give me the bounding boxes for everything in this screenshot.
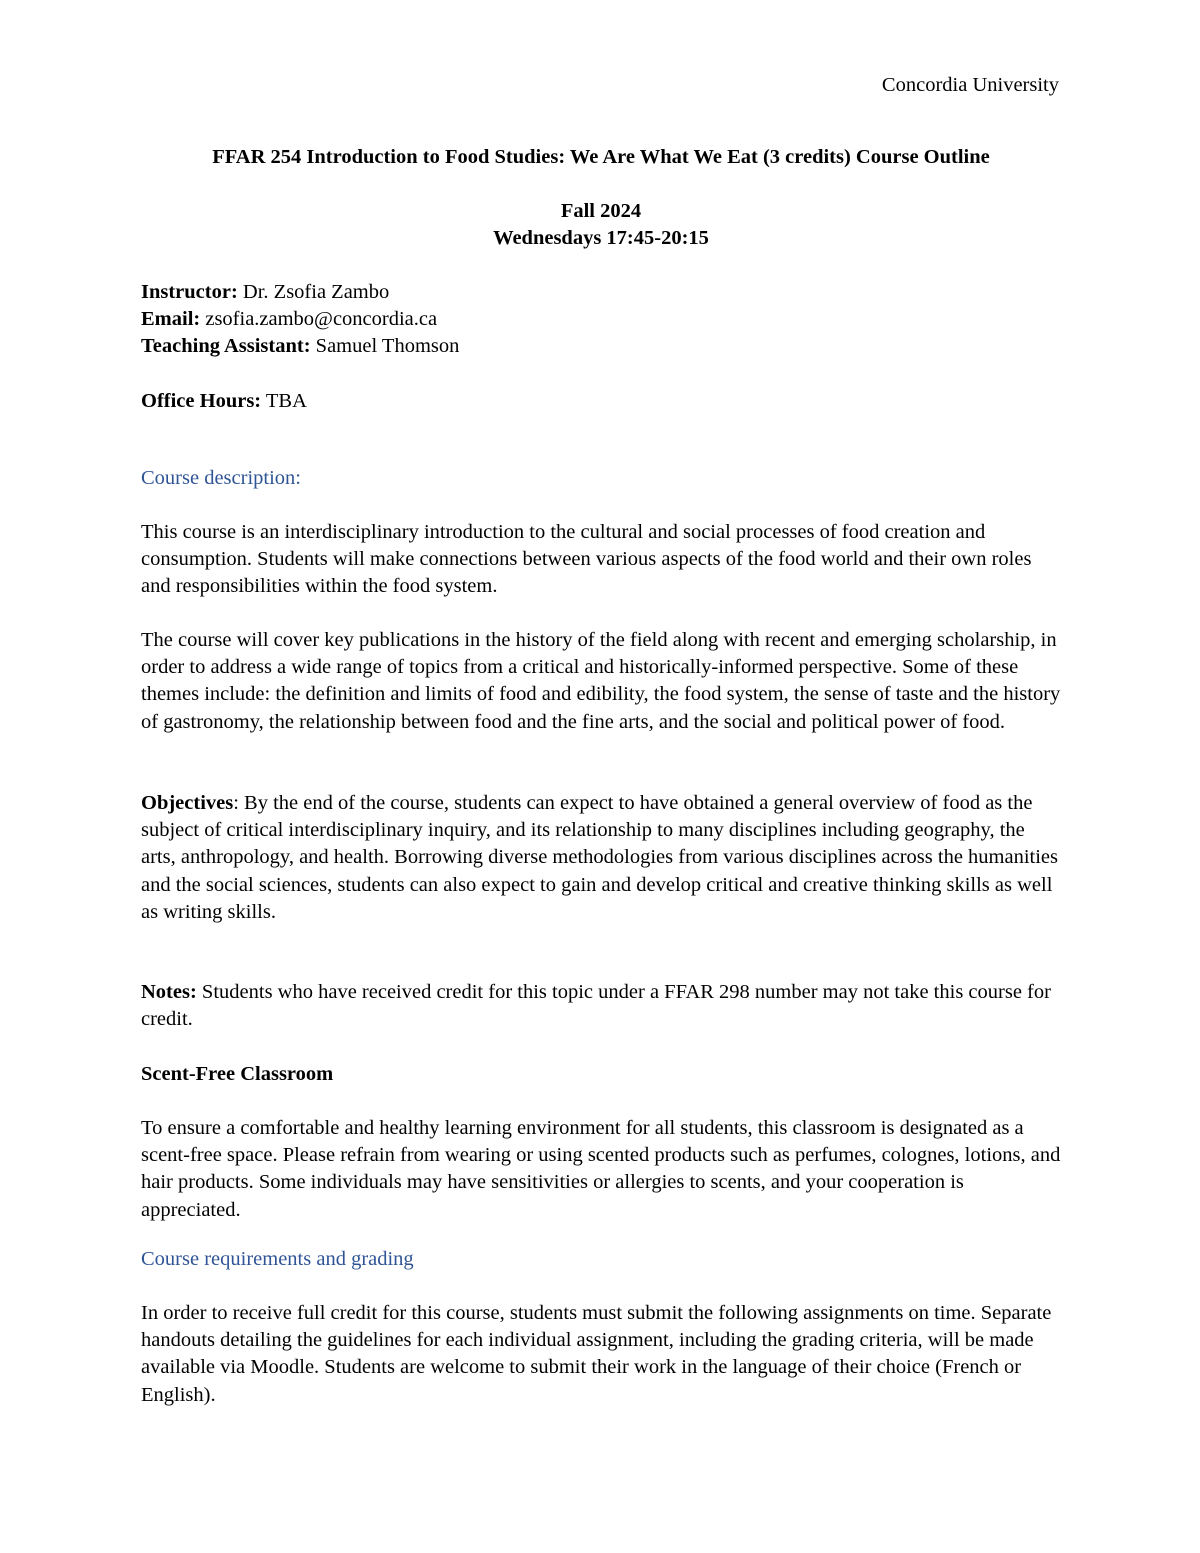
document-page (141, 0, 1061, 1553)
university-header: Concordia University (881, 74, 1059, 96)
office-hours-line (141, 388, 1061, 415)
instructor-line (141, 279, 1061, 306)
ta-label: Teaching Assistant: (141, 335, 311, 358)
objectives-paragraph (141, 790, 1061, 926)
office-hours-value: TBA (261, 390, 307, 412)
requirements-paragraph: In order to receive full credit for this course, students must submit the following assignments on time. Separate handouts detailing the guidelines for each individual assignment, including the grading criteria, will be made available via Moodle. Students are welcome to submit their work in the language of their choice (French or English). (141, 1302, 1052, 1406)
instructor-label: Instructor: (141, 281, 238, 303)
notes-label: Notes: (141, 981, 197, 1003)
scent-free-heading: Scent-Free Classroom (141, 1063, 334, 1085)
instructor-value: Dr. Zsofia Zambo (237, 281, 390, 303)
course-term: Fall 2024 (560, 200, 642, 222)
course-title: FFAR 254 Introduction to Food Studies: We Are What We Eat (3 credits) Course Outline (212, 146, 990, 168)
course-schedule: Wednesdays 17:45-20:15 (493, 227, 709, 250)
email-line (141, 306, 1061, 333)
notes-paragraph (141, 979, 1061, 1033)
office-hours-label: Office Hours: (141, 390, 262, 412)
description-paragraph-2: The course will cover key publications in the history of the field along with recent and emerging scholarship, in order to address a wide range of topics from a critical and historically-informed perspective. Some of these themes include: the definition and limits of food and edibility, the food system, the sense of taste and the history of gastronomy, the relationship between food and the fine arts, and the social and political power of food. (141, 629, 1061, 733)
objectives-label: Objectives (141, 792, 234, 814)
course-description-heading: Course description: (141, 467, 301, 489)
notes-text: Students who have received credit for this topic under a FFAR 298 number may not take this course for credit. (141, 981, 1051, 1031)
email-value: zsofia.zambo@concordia.ca (200, 308, 438, 331)
course-term-block (141, 198, 1061, 252)
ta-value: Samuel Thomson (310, 335, 460, 358)
requirements-heading: Course requirements and grading (141, 1248, 414, 1270)
contact-block (141, 279, 1061, 361)
objectives-text: : By the end of the course, students can expect to have obtained a general overview of food as the subject of critical interdisciplinary inquiry, and its relationship to many disciplines including geography, the arts, anthropology, and health. Borrowing diverse methodologies from various disciplines across the humanities and the social sciences, students can also expect to gain and develop critical and creative thinking skills as well as writing skills. (141, 792, 1058, 923)
scent-free-paragraph: To ensure a comfortable and healthy learning environment for all students, this classroom is designated as a scent-free space. Please refrain from wearing or using scented products such as perfumes, colognes, lotions, and hair products. Some individuals may have sensitivities or allergies to scents, and your cooperation is appreciated. (141, 1117, 1061, 1221)
ta-line (141, 333, 1061, 360)
description-paragraph-1: This course is an interdisciplinary introduction to the cultural and social processes of food creation and consumption. Students will make connections between various aspects of the food world and their own roles and responsibilities within the food system. (141, 521, 1032, 598)
email-label: Email: (141, 308, 201, 331)
